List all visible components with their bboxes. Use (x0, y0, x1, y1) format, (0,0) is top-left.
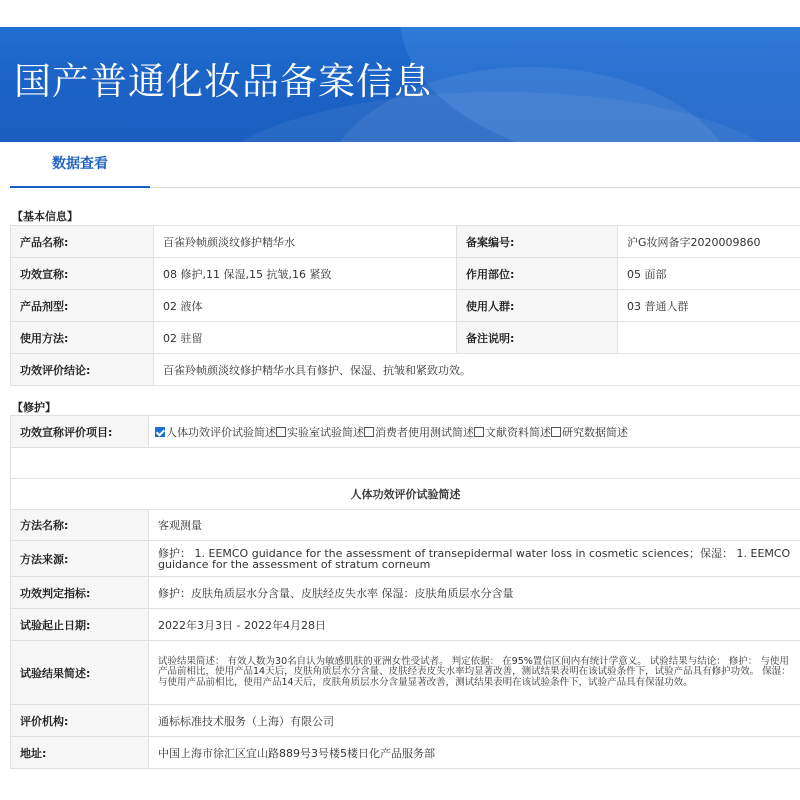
eval-items-label: 功效宣称评价项目: (11, 416, 149, 448)
target-group-label: 使用人群: (457, 290, 618, 322)
section-label-repair: 【修护】 (12, 401, 56, 414)
conclusion-label: 功效评价结论: (11, 354, 154, 386)
eval-option-consumer[interactable]: 消费者使用测试简述 (364, 426, 474, 439)
record-number-value: 沪G妆网备字2020009860 (618, 226, 800, 258)
eval-items-options (149, 416, 800, 448)
basic-info-table (10, 225, 800, 386)
target-group-value: 03 普通人群 (618, 290, 800, 322)
efficacy-claim-value: 08 修护,11 保湿,15 抗皱,16 紧致 (154, 258, 457, 290)
checkbox-checked-icon[interactable] (155, 427, 165, 437)
trial-dates-value: 2022年3月3日 - 2022年4月28日 (149, 609, 800, 641)
page-title: 国产普通化妆品备案信息 (14, 60, 432, 103)
checkbox-icon[interactable] (551, 427, 561, 437)
usage-method-label: 使用方法: (11, 322, 154, 354)
section-label-basic: 【基本信息】 (12, 210, 78, 223)
table-row (11, 226, 800, 258)
efficacy-claim-label: 功效宣称: (11, 258, 154, 290)
usage-method-value: 02 驻留 (154, 322, 457, 354)
human-trial-table (10, 478, 800, 769)
tab-bar (10, 142, 800, 188)
tab-data-view[interactable]: 数据查看 (10, 142, 150, 188)
remarks-value (618, 322, 800, 354)
table-row (11, 705, 800, 737)
judgment-index-value: 修护：皮肤角质层水分含量、皮肤经皮失水率 保湿：皮肤角质层水分含量 (149, 577, 800, 609)
method-source-label: 方法来源: (11, 541, 149, 577)
checkbox-icon[interactable] (276, 427, 286, 437)
human-trial-subtitle: 人体功效评价试验简述 (11, 479, 800, 510)
remarks-label: 备注说明: (457, 322, 618, 354)
table-row (11, 737, 800, 769)
trial-result-label: 试验结果简述: (11, 641, 149, 705)
table-row (11, 609, 800, 641)
method-name-value: 客观测量 (149, 510, 800, 541)
eval-option-lab[interactable]: 实验室试验简述 (276, 426, 364, 439)
table-row (11, 258, 800, 290)
table-row (11, 322, 800, 354)
page-banner (0, 27, 800, 142)
table-row (11, 641, 800, 705)
eval-agency-label: 评价机构: (11, 705, 149, 737)
table-row (11, 577, 800, 609)
dosage-form-value: 02 液体 (154, 290, 457, 322)
eval-option-human[interactable]: 人体功效评价试验简述 (155, 426, 276, 439)
table-row (11, 479, 800, 510)
checkbox-icon[interactable] (474, 427, 484, 437)
table-row (11, 416, 800, 448)
checkbox-icon[interactable] (364, 427, 374, 437)
eval-agency-value: 通标标准技术服务（上海）有限公司 (149, 705, 800, 737)
table-row (11, 541, 800, 577)
table-row-empty (11, 448, 800, 480)
application-area-label: 作用部位: (457, 258, 618, 290)
spacer-cell (11, 448, 800, 480)
product-name-value: 百雀羚帧颜淡纹修护精华水 (154, 226, 457, 258)
application-area-value: 05 面部 (618, 258, 800, 290)
conclusion-value: 百雀羚帧颜淡纹修护精华水具有修护、保湿、抗皱和紧致功效。 (154, 354, 800, 386)
trial-result-value: 试验结果简述： 有效人数为30名自认为敏感肌肤的亚洲女性受试者。 判定依据： 在95%置信区间内有统计学意义。 试验结果与结论： 修护： 与使用产品前相比，使用产品14天后，皮肤角质层水分含量、皮肤经表皮失水率均显著改善，测试结果表明在该试验条件下，试验产品具有修护功效。 保湿： 与使用产品前相比，使用产品14天后，皮肤角质层水分含量显著改善，测试结果表明在该试验条件下，试验产品具有保湿功效。 (149, 641, 800, 705)
product-name-label: 产品名称: (11, 226, 154, 258)
trial-dates-label: 试验起止日期: (11, 609, 149, 641)
repair-eval-table (10, 415, 800, 480)
method-name-label: 方法名称: (11, 510, 149, 541)
table-row (11, 290, 800, 322)
judgment-index-label: 功效判定指标: (11, 577, 149, 609)
eval-option-research[interactable]: 研究数据简述 (551, 426, 628, 439)
address-label: 地址: (11, 737, 149, 769)
table-row (11, 510, 800, 541)
method-source-value: 修护： 1. EEMCO guidance for the assessment of transepidermal water loss in cosmetic sciences；保湿： 1. EEMCO guidance for the assessment of stratum corneum (149, 541, 800, 577)
address-value: 中国上海市徐汇区宜山路889号3号楼5楼日化产品服务部 (149, 737, 800, 769)
eval-option-literature[interactable]: 文献资料简述 (474, 426, 551, 439)
record-number-label: 备案编号: (457, 226, 618, 258)
dosage-form-label: 产品剂型: (11, 290, 154, 322)
table-row (11, 354, 800, 386)
